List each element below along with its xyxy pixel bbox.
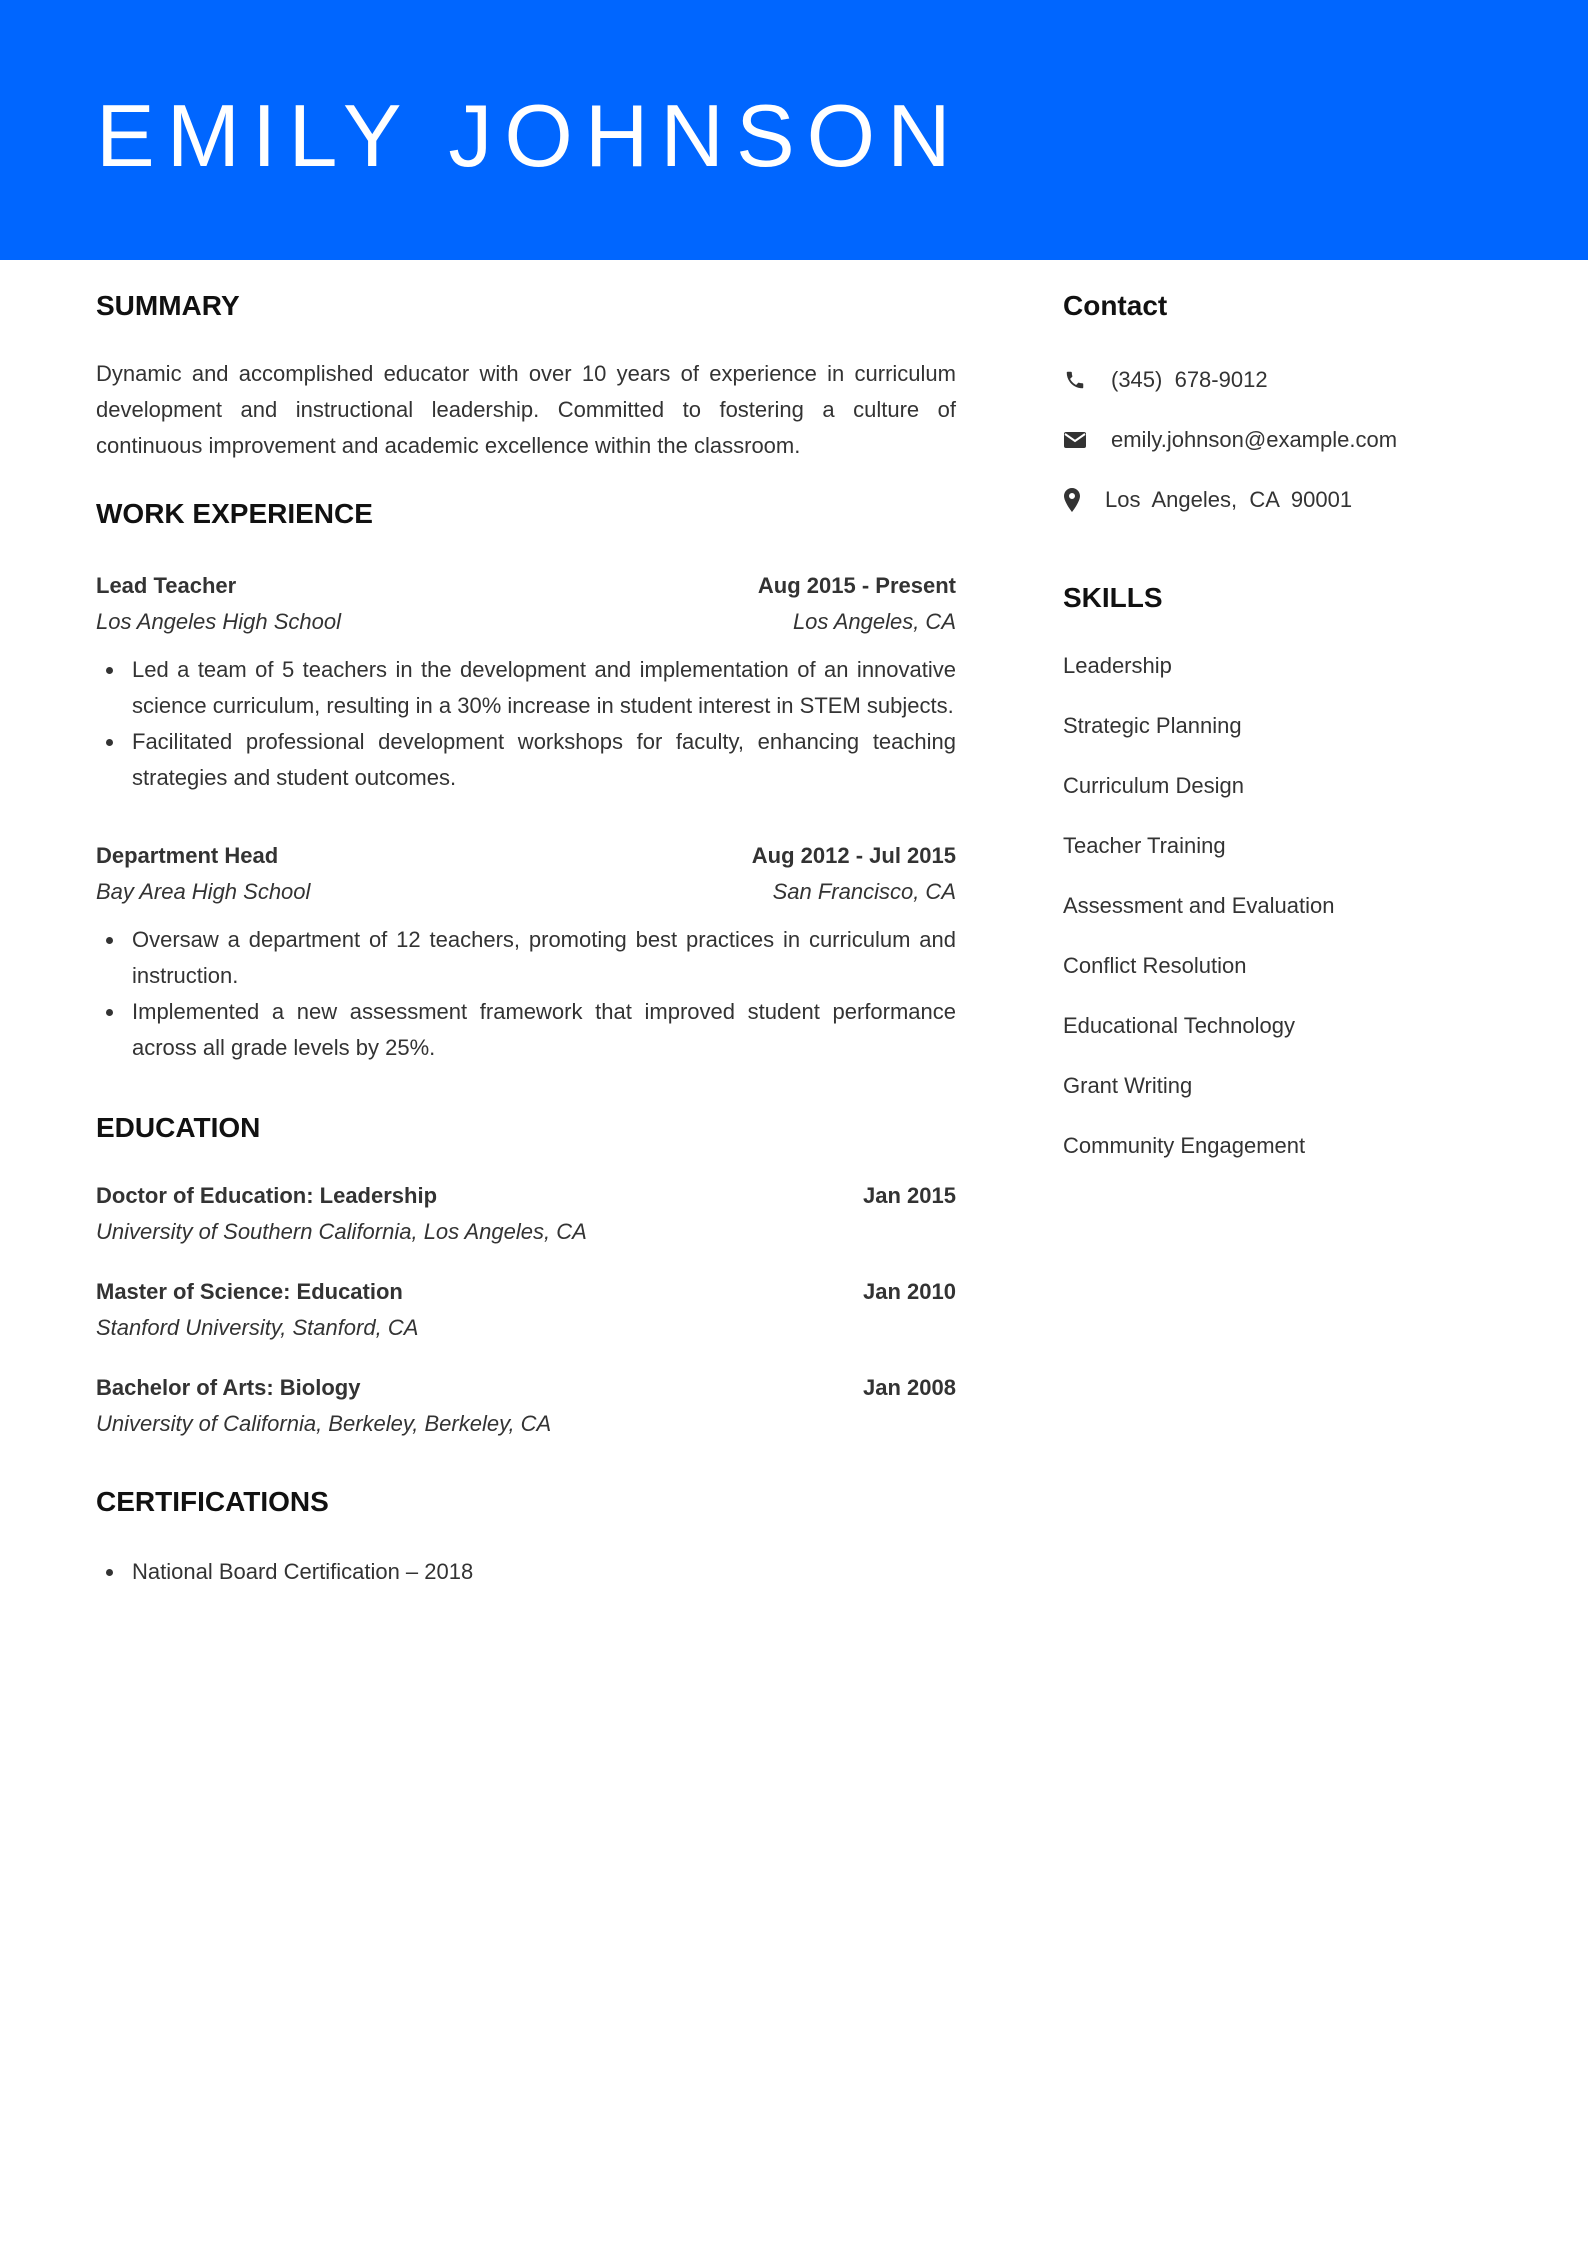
job-bullets <box>96 922 956 1066</box>
header-banner <box>0 0 1588 260</box>
location-text: Los Angeles, CA 90001 <box>1105 487 1353 512</box>
contact-location <box>1063 482 1493 518</box>
school-name: University of California, Berkeley, Berkeley, CA <box>96 1411 552 1436</box>
contact-list <box>1063 362 1493 518</box>
phone-icon <box>1063 368 1087 392</box>
skill-item: Educational Technology <box>1063 1013 1295 1038</box>
school-name: University of Southern California, Los Angeles, CA <box>96 1219 587 1244</box>
bullet-item: Led a team of 5 teachers in the development and implementation of an innovative science curriculum, resulting in a 30% increase in student interest in STEM subjects. <box>96 652 956 724</box>
certification-item: National Board Certification – 2018 <box>96 1554 956 1590</box>
contact-phone <box>1063 362 1493 398</box>
degree-date: Jan 2008 <box>863 1375 956 1400</box>
phone-number[interactable]: (345) 678-9012 <box>1111 367 1268 392</box>
job-dates: Aug 2012 - Jul 2015 <box>751 843 956 868</box>
job-entry <box>96 568 956 796</box>
job-organization: Los Angeles High School <box>96 609 342 634</box>
work-experience-heading: WORK EXPERIENCE <box>96 498 373 529</box>
bullet-item: Oversaw a department of 12 teachers, promoting best practices in curriculum and instruction. <box>96 922 956 994</box>
school-name: Stanford University, Stanford, CA <box>96 1315 419 1340</box>
job-location: San Francisco, CA <box>772 879 956 904</box>
skill-item: Conflict Resolution <box>1063 953 1247 978</box>
degree-date: Jan 2015 <box>863 1183 956 1208</box>
skill-item: Curriculum Design <box>1063 773 1244 798</box>
job-role: Department Head <box>96 843 279 868</box>
job-entry <box>96 838 956 1066</box>
skill-item: Grant Writing <box>1063 1073 1193 1098</box>
envelope-icon <box>1063 428 1087 452</box>
job-organization: Bay Area High School <box>96 879 311 904</box>
map-pin-icon <box>1063 488 1081 512</box>
education-entry <box>96 1370 956 1442</box>
contact-email <box>1063 422 1493 458</box>
job-dates: Aug 2015 - Present <box>757 573 956 598</box>
contact-heading: Contact <box>1063 290 1168 321</box>
job-location: Los Angeles, CA <box>792 609 956 634</box>
degree-name: Doctor of Education: Leadership <box>96 1183 438 1208</box>
degree-date: Jan 2010 <box>863 1279 956 1304</box>
skill-item: Community Engagement <box>1063 1133 1306 1158</box>
certifications-heading: CERTIFICATIONS <box>96 1486 329 1517</box>
summary-heading: SUMMARY <box>96 290 240 321</box>
skills-list <box>1063 648 1493 1164</box>
candidate-name: EMILY JOHNSON <box>96 86 963 185</box>
job-bullets <box>96 652 956 796</box>
education-entry <box>96 1178 956 1250</box>
skill-item: Leadership <box>1063 653 1172 678</box>
main-column <box>96 290 956 1590</box>
skill-item: Teacher Training <box>1063 833 1226 858</box>
summary-text: Dynamic and accomplished educator with over 10 years of experience in curriculum development and instructional leadership. Committed to fostering a culture of continuous improvement and academic excellence within the classroom. <box>96 361 956 458</box>
degree-name: Bachelor of Arts: Biology <box>96 1375 361 1400</box>
job-role: Lead Teacher <box>96 573 237 598</box>
sidebar-column <box>1063 290 1493 1164</box>
skill-item: Assessment and Evaluation <box>1063 893 1335 918</box>
bullet-item: Facilitated professional development workshops for faculty, enhancing teaching strategies and student outcomes. <box>96 724 956 796</box>
education-entry <box>96 1274 956 1346</box>
skills-heading: SKILLS <box>1063 582 1163 613</box>
bullet-item: Implemented a new assessment framework that improved student performance across all grade levels by 25%. <box>96 994 956 1066</box>
certifications-list <box>96 1554 956 1590</box>
education-heading: EDUCATION <box>96 1112 261 1143</box>
degree-name: Master of Science: Education <box>96 1279 403 1304</box>
email-address[interactable]: emily.johnson@example.com <box>1111 427 1398 452</box>
skill-item: Strategic Planning <box>1063 713 1242 738</box>
